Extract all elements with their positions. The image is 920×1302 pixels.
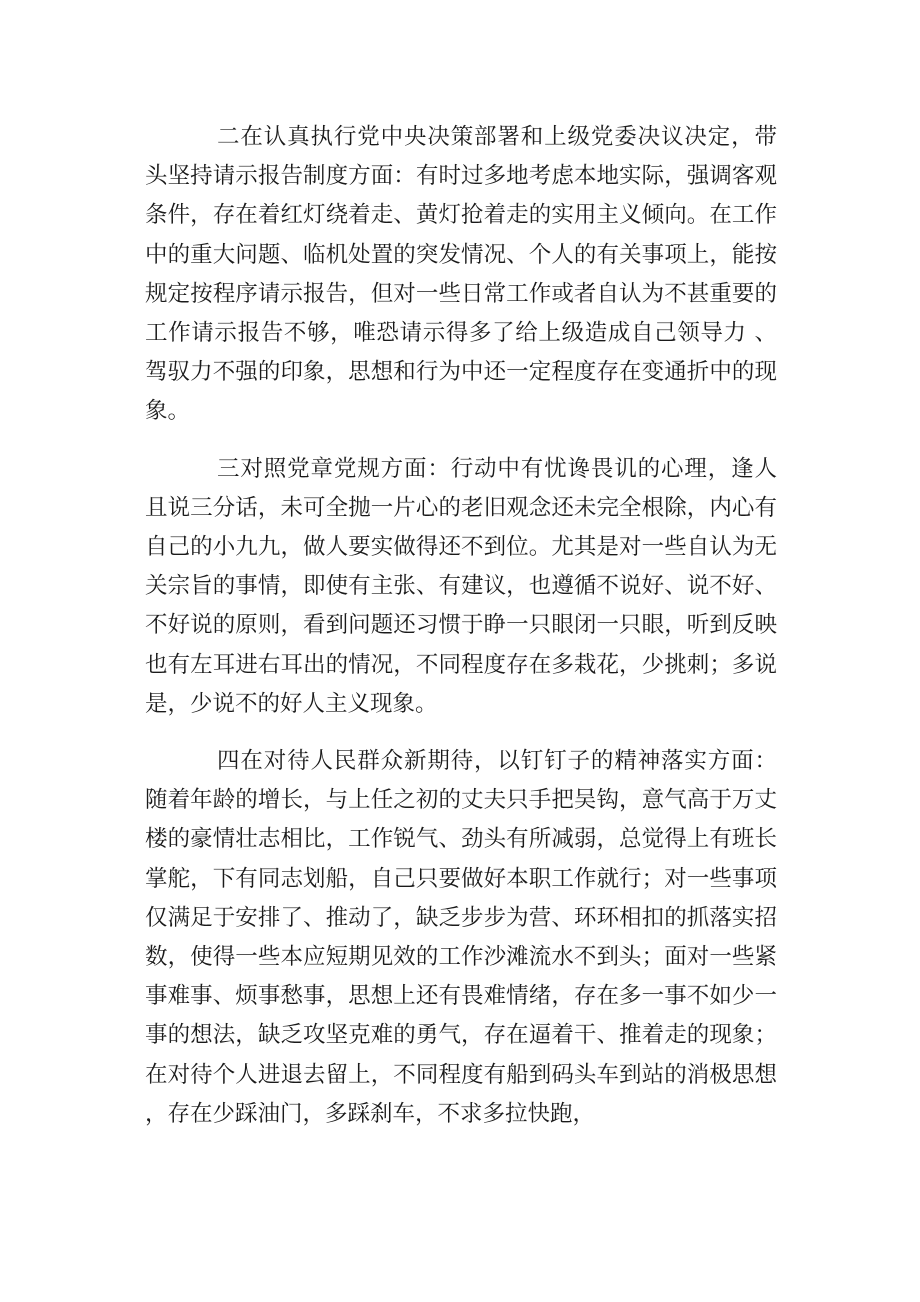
paragraph-people-expectations: 四在对待人民群众新期待，以钉钉子的精神落实方面：随着年龄的增长，与上任之初的丈夫只手把吴钩，意气高于万丈楼的豪情壮志相比，工作锐气、劲头有所减弱，总觉得上有班长掌舵，下有同志划船，自己只要做好本职工作就行；对一些事项仅满足于安排了、推动了，缺乏步步为营、环环相扣的抓落实招数，使得一些本应短期见效的工作沙滩流水不到头；面对一些紧事难事、烦事愁事，思想上还有畏难情绪，存在多一事不如少一事的想法，缺乏攻坚克难的勇气，存在逼着干、推着走的现象；在对待个人进退去留上，不同程度有船到码头车到站的消极思想，存在少踩油门，多踩刹车，不求多拉快跑， bbox=[145, 748, 777, 1127]
document-body bbox=[145, 118, 777, 1134]
paragraph-reporting-system: 二在认真执行党中央决策部署和上级党委决议决定，带头坚持请示报告制度方面：有时过多地考虑本地实际，强调客观条件，存在着红灯绕着走、黄灯抢着走的实用主义倾向。在工作中的重大问题、临机处置的突发情况、个人的有关事项上，能按规定按程序请示报告，但对一些日常工作或者自认为不甚重要的工作请示报告不够，唯恐请示得多了给上级造成自己领导力 、驾驭力不强的印象，思想和行为中还一定程度存在变通折中的现象。 bbox=[145, 124, 777, 425]
paragraph-party-rules: 三对照党章党规方面：行动中有忧谗畏讥的心理，逢人且说三分话，未可全抛一片心的老旧观念还未完全根除，内心有自己的小九九，做人要实做得还不到位。尤其是对一些自认为无关宗旨的事情，即使有主张、有建议，也遵循不说好、说不好、不好说的原则，看到问题还习惯于睁一只眼闭一只眼，听到反映也有左耳进右耳出的情况，不同程度存在多栽花，少挑刺；多说是，少说不的好人主义现象。 bbox=[145, 455, 777, 717]
